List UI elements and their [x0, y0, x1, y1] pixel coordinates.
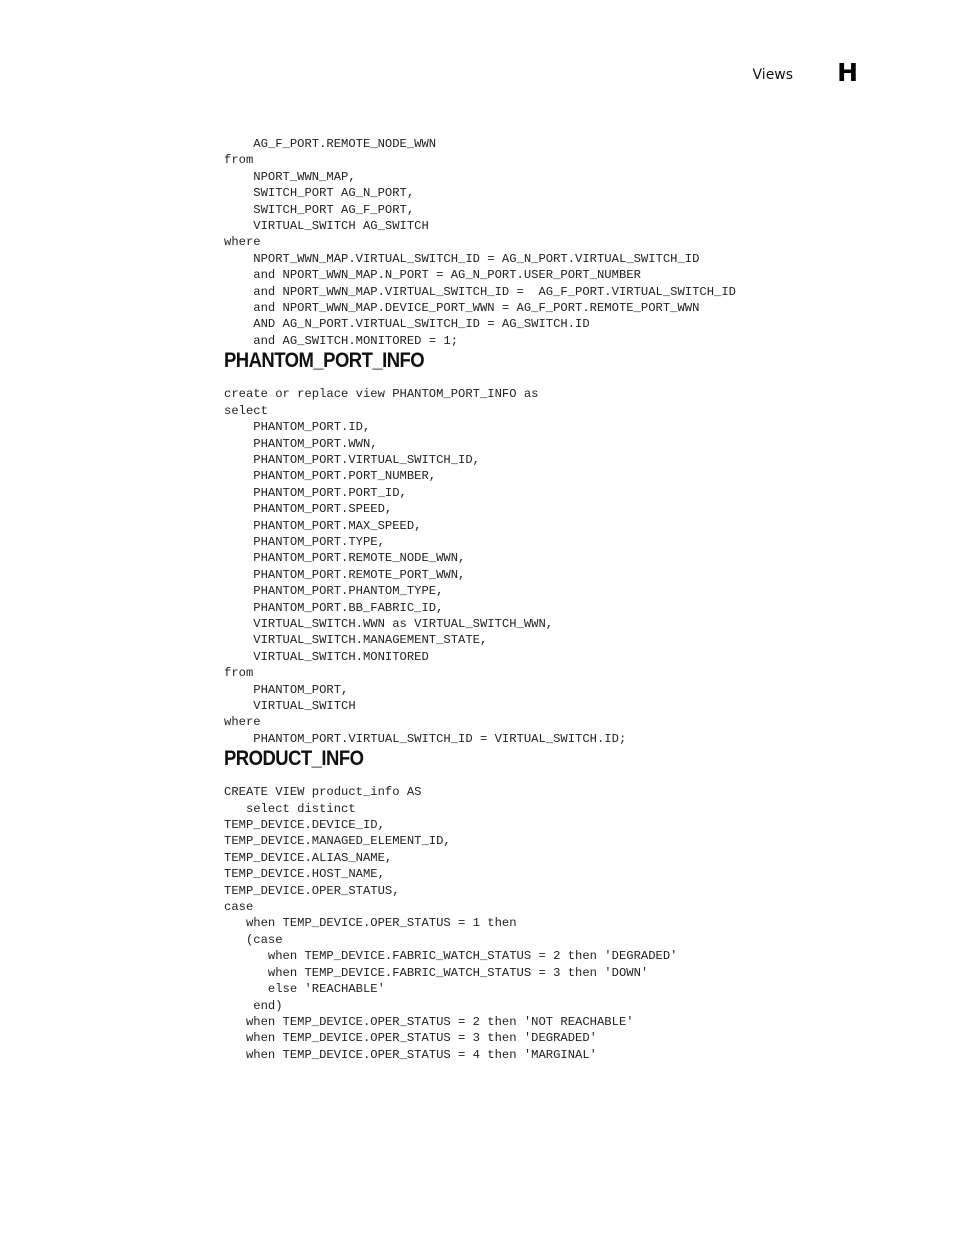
code-block-product-info: CREATE VIEW product_info AS select distinct TEMP_DEVICE.DEVICE_ID, TEMP_DEVICE.MANAGED_ELEMENT_ID, TEMP_DEVICE.ALIAS_NAME, TEMP_DEVICE.HOST_NAME, TEMP_DEVICE.OPER_STATUS, case when TEMP_DEVICE.OPER_STATUS = 1 then (case when TEMP_DEVICE.FABRIC_WATCH_STATUS = 2 then 'DEGRADED' when TEMP_DEVICE.FABRIC_WATCH_STATUS = 3 then 'DOWN' else 'REACHABLE' end) when TEMP_DEVICE.OPER_STATUS = 2 then 'NOT REACHABLE' when TEMP_DEVICE.OPER_STATUS = 3 then 'DEGRADED' when TEMP_DEVICE.OPER_STATUS = 4 then 'MARGINAL' [224, 785, 678, 1062]
code-block-nport-view-tail: AG_F_PORT.REMOTE_NODE_WWN from NPORT_WWN_MAP, SWITCH_PORT AG_N_PORT, SWITCH_PORT AG_F_PORT, VIRTUAL_SWITCH AG_SWITCH where NPORT_WWN_MAP.VIRTUAL_SWITCH_ID = AG_N_PORT.VIRTUAL_SWITCH_ID and NPORT_WWN_MAP.N_PORT = AG_N_PORT.USER_PORT_NUMBER and NPORT_WWN_MAP.VIRTUAL_SWITCH_ID = AG_F_PORT.VIRTUAL_SWITCH_ID and NPORT_WWN_MAP.DEVICE_PORT_WWN = AG_F_PORT.REMOTE_PORT_WWN AND AG_N_PORT.VIRTUAL_SWITCH_ID = AG_SWITCH.ID and AG_SWITCH.MONITORED = 1; [224, 137, 736, 348]
code-block-phantom-port-info: create or replace view PHANTOM_PORT_INFO as select PHANTOM_PORT.ID, PHANTOM_PORT.WWN, PHANTOM_PORT.VIRTUAL_SWITCH_ID, PHANTOM_PORT.PORT_NUMBER, PHANTOM_PORT.PORT_ID, PHANTOM_PORT.SPEED, PHANTOM_PORT.MAX_SPEED, PHANTOM_PORT.TYPE, PHANTOM_PORT.REMOTE_NODE_WWN, PHANTOM_PORT.REMOTE_PORT_WWN, PHANTOM_PORT.PHANTOM_TYPE, PHANTOM_PORT.BB_FABRIC_ID, VIRTUAL_SWITCH.WWN as VIRTUAL_SWITCH_WWN, VIRTUAL_SWITCH.MANAGEMENT_STATE, VIRTUAL_SWITCH.MONITORED from PHANTOM_PORT, VIRTUAL_SWITCH where PHANTOM_PORT.VIRTUAL_SWITCH_ID = VIRTUAL_SWITCH.ID; [224, 387, 627, 746]
section-heading-product-info: PRODUCT_INFO [224, 747, 364, 771]
header-section-title: Views [752, 67, 794, 83]
page-content [224, 136, 844, 1063]
section-heading-phantom-port-info: PHANTOM_PORT_INFO [224, 349, 425, 373]
page-header [753, 58, 858, 87]
appendix-letter: H [837, 58, 858, 87]
